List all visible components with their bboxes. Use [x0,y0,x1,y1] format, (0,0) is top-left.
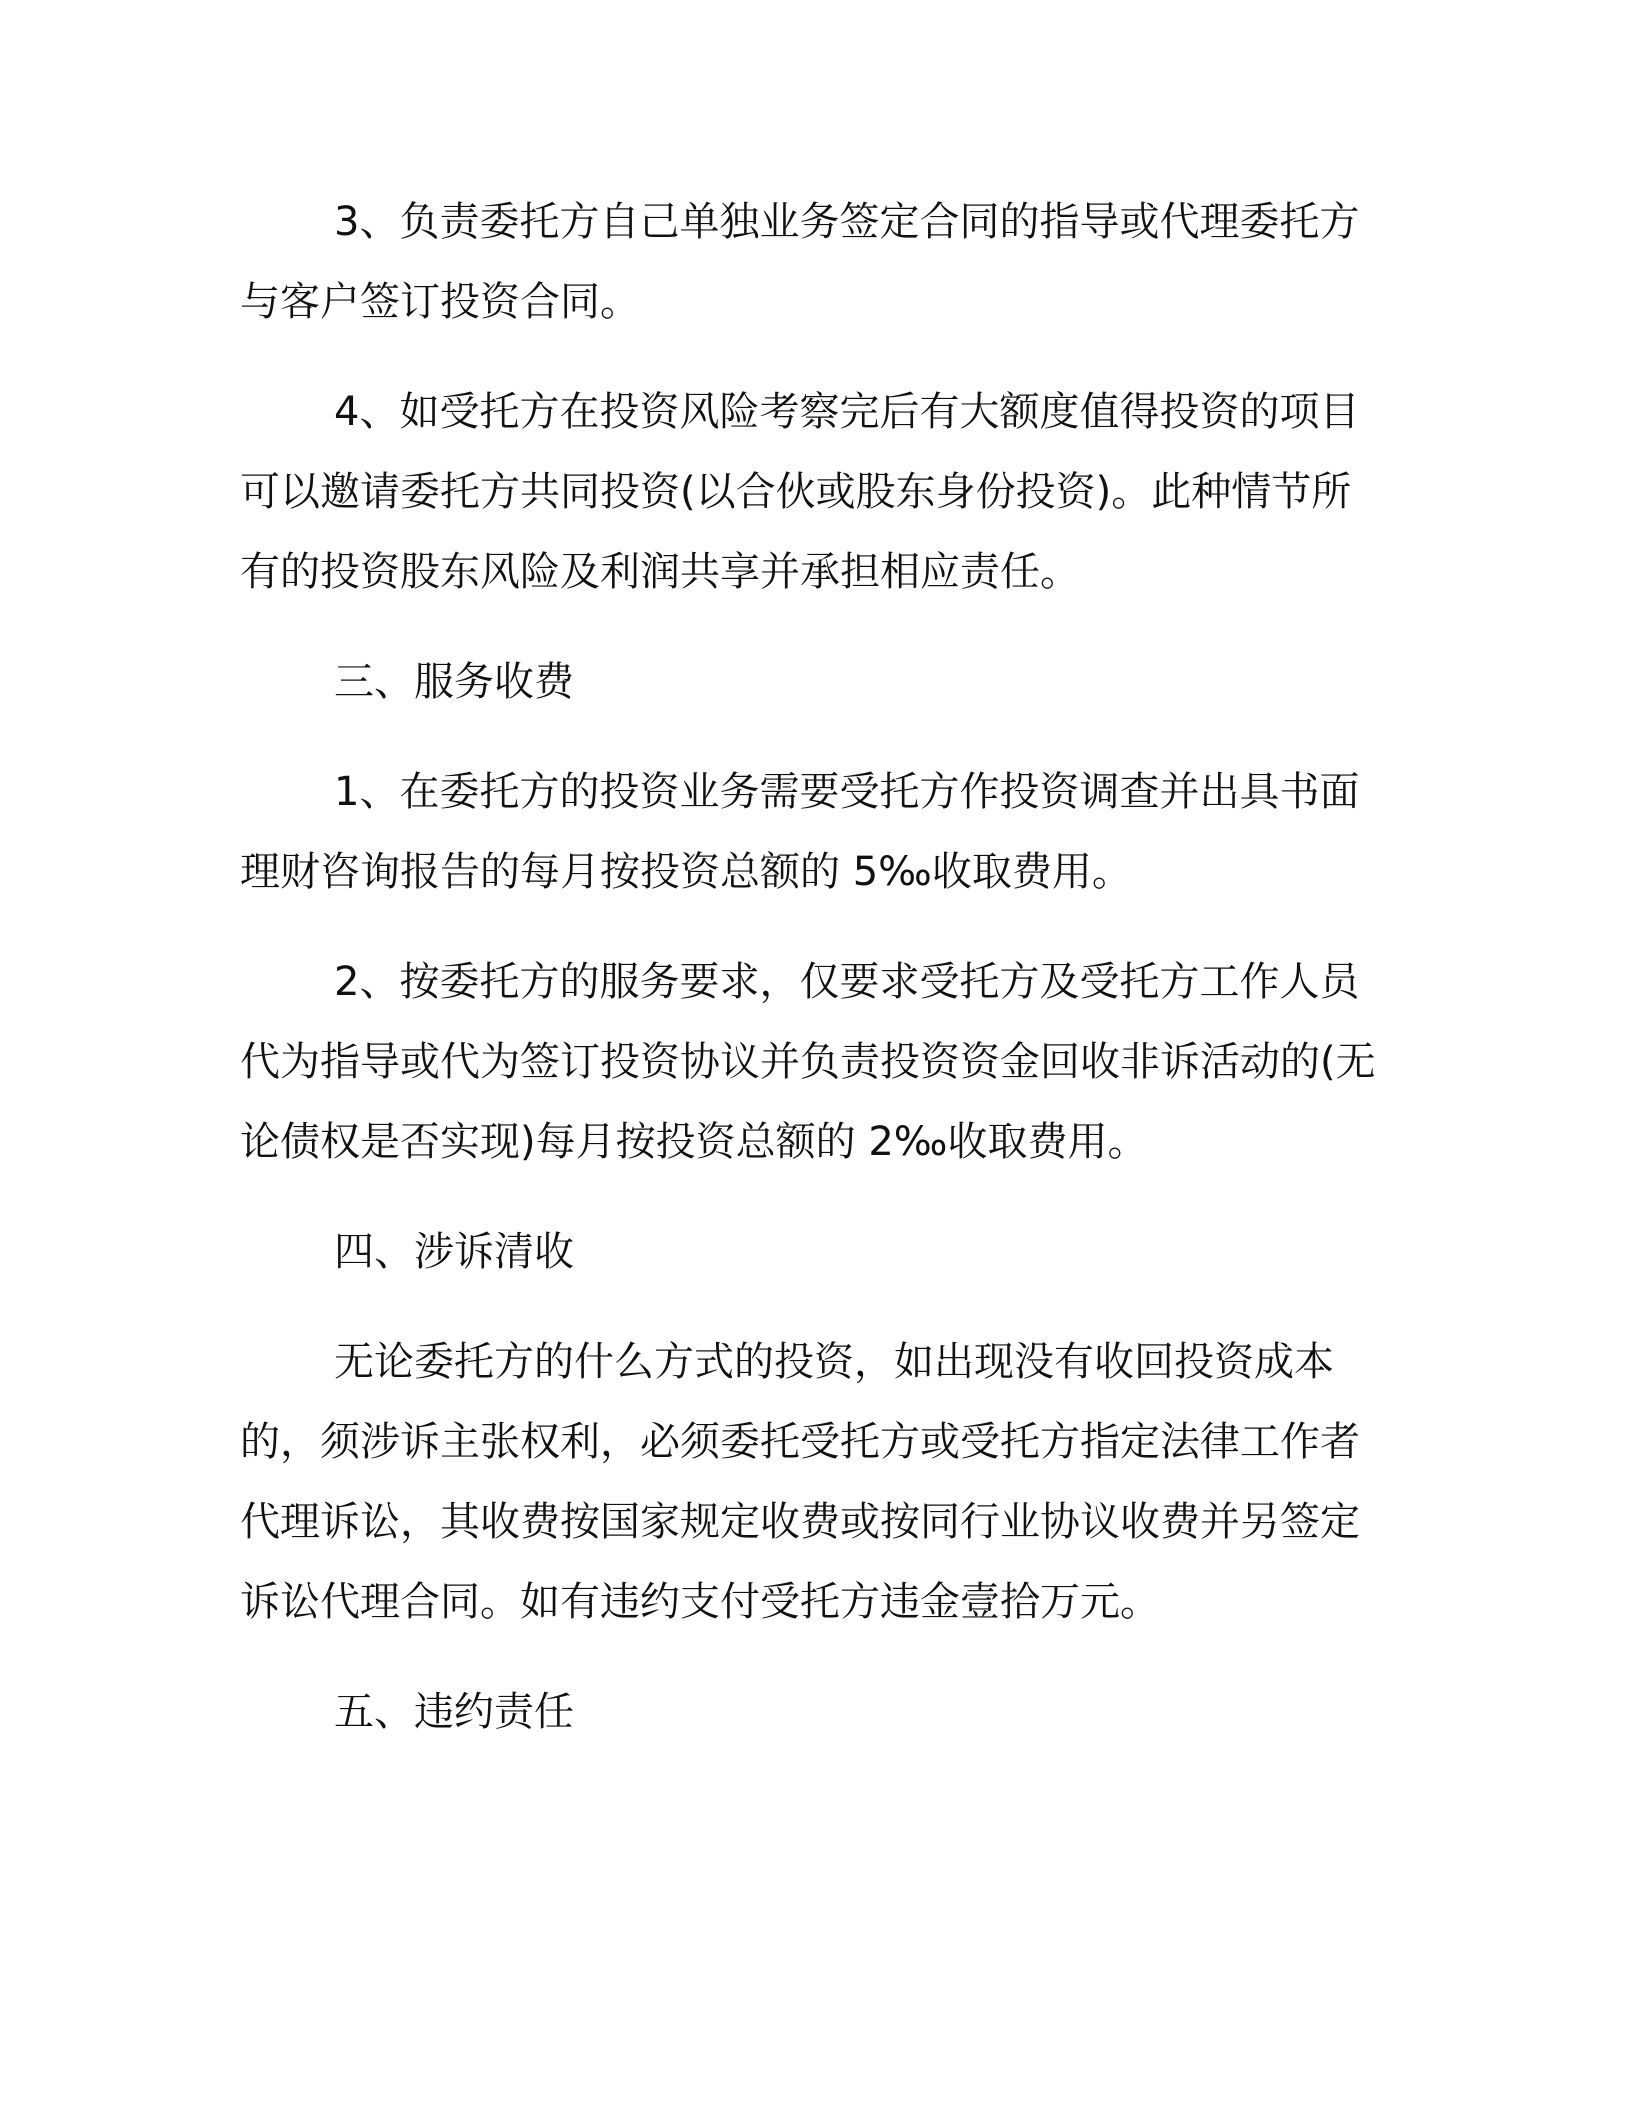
section-3-heading: 三、服务收费 [334,659,574,705]
section-4-heading: 四、涉诉清收 [334,1229,574,1275]
clause-3-paragraph: 3、负责委托方自己单独业务签定合同的指导或代理委托方与客户签订投资合同。 [240,199,1360,325]
section-5-heading: 五、违约责任 [334,1689,574,1735]
clause-4-paragraph: 4、如受托方在投资风险考察完后有大额度值得投资的项目可以邀请委托方共同投资(以合伙或股东身份投资)。此种情节所有的投资股东风险及利润共享并承担相应责任。 [240,389,1360,595]
document-body [240,182,1380,1782]
fee-clause-1-paragraph: 1、在委托方的投资业务需要受托方作投资调查并出具书面理财咨询报告的每月按投资总额的 5‰收取费用。 [240,769,1360,895]
litigation-paragraph: 无论委托方的什么方式的投资，如出现没有收回投资成本的，须涉诉主张权利，必须委托受托方或受托方指定法律工作者代理诉讼，其收费按国家规定收费或按同行业协议收费并另签定诉讼代理合同。如有违约支付受托方违金壹拾万元。 [240,1339,1360,1625]
fee-clause-2-paragraph: 2、按委托方的服务要求，仅要求受托方及受托方工作人员代为指导或代为签订投资协议并负责投资资金回收非诉活动的(无论债权是否实现)每月按投资总额的 2‰收取费用。 [240,959,1376,1165]
